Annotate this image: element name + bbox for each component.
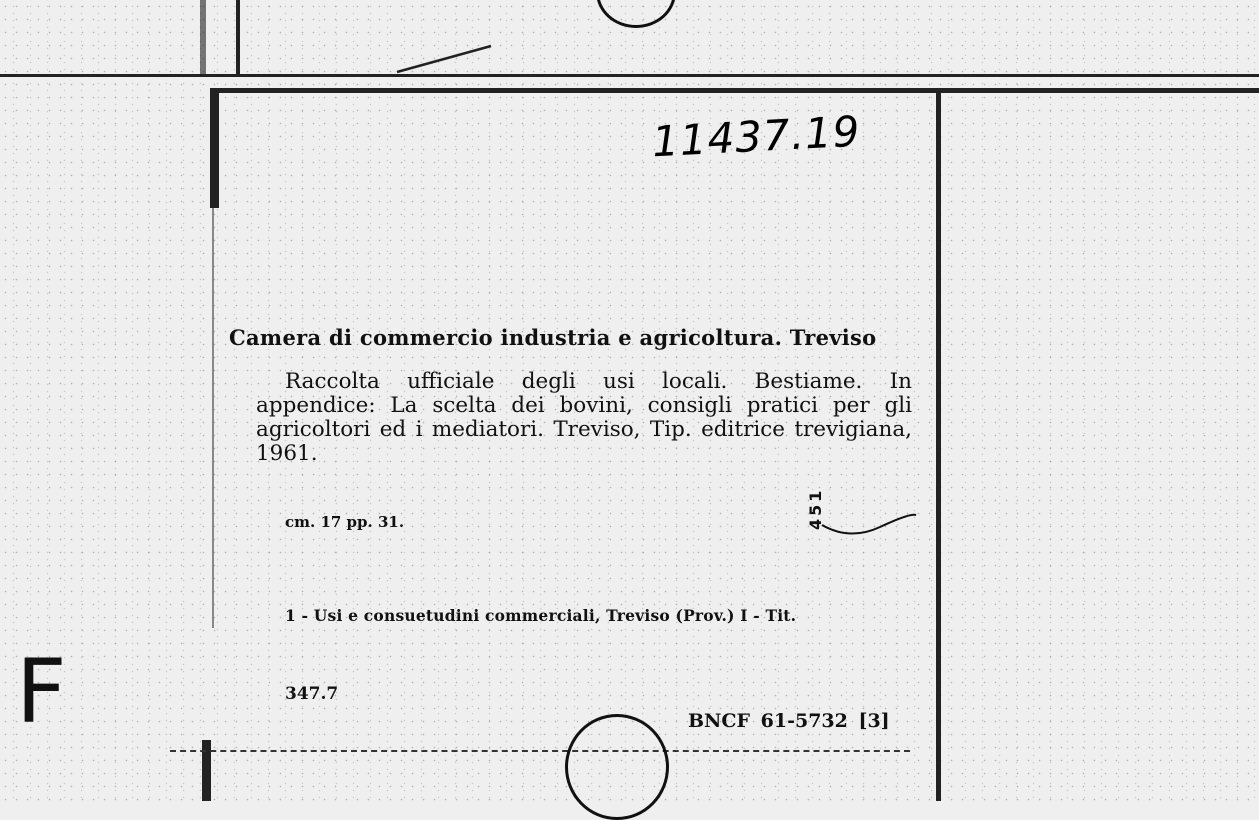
side-number: 451 [806, 487, 825, 530]
upper-left-post [236, 0, 240, 76]
pen-stroke-mark [820, 505, 920, 545]
punch-hole-bottom [565, 714, 669, 820]
margin-letter: F [16, 640, 67, 743]
title-description: Raccolta ufficiale degli usi locali. Bestiame. In appendice: La scelta dei bovini, consigli pratici per gli agricoltori ed i mediatori. Treviso, Tip. editrice trevigiana, 1961. [256, 369, 912, 466]
card-left-edge-lower [212, 208, 214, 628]
pen-stroke-top [395, 42, 505, 76]
subject-tracing: 1 - Usi e consuetudini commerciali, Treviso (Prov.) I - Tit. [285, 606, 797, 625]
class-number: 347.7 [285, 684, 339, 704]
accession-number: 11437.19 [650, 106, 862, 167]
card-heading: Camera di commercio industria e agricoltura. Treviso [229, 325, 877, 350]
card-bottom-dashed-rule [170, 750, 910, 753]
card-left-edge [210, 92, 219, 208]
physical-description: cm. 17 pp. 31. [285, 513, 405, 531]
card-right-edge [936, 92, 941, 801]
bncf-number: BNCF 61-5732 [3] [688, 710, 890, 732]
top-rule [0, 74, 1259, 77]
upper-left-post-2 [200, 0, 206, 76]
